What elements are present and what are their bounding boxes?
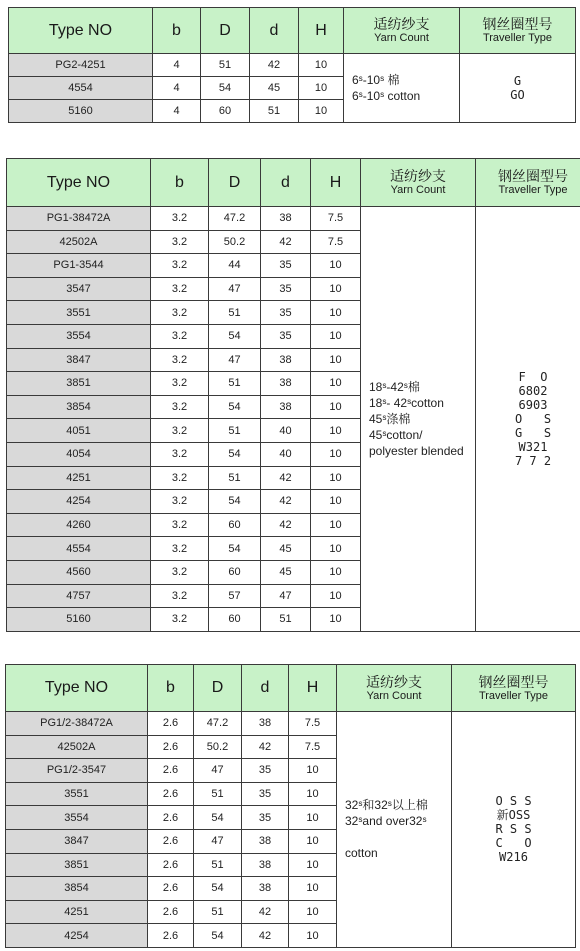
b-cell: 3.2 <box>151 372 209 396</box>
type-no-cell: 3554 <box>6 806 148 830</box>
D-cell: 54 <box>194 924 242 948</box>
b-cell: 2.6 <box>148 924 194 948</box>
header-trav-cn: 钢丝圈型号 <box>498 168 568 184</box>
d-cell: 38 <box>261 372 311 396</box>
D-cell: 54 <box>194 806 242 830</box>
d-cell: 45 <box>261 560 311 584</box>
d-cell: 38 <box>261 207 311 231</box>
b-cell: 2.6 <box>148 712 194 736</box>
d-cell: 42 <box>261 466 311 490</box>
d-cell: 38 <box>261 348 311 372</box>
header-D: D <box>194 665 242 712</box>
header-traveller-type <box>452 665 576 712</box>
b-cell: 2.6 <box>148 829 194 853</box>
header-d: d <box>242 665 289 712</box>
type-no-cell: 4251 <box>7 466 151 490</box>
D-cell: 54 <box>209 324 261 348</box>
D-cell: 51 <box>209 301 261 325</box>
header-trav-en: Traveller Type <box>498 184 568 196</box>
b-cell: 3.2 <box>151 537 209 561</box>
d-cell: 42 <box>261 513 311 537</box>
b-cell: 2.6 <box>148 735 194 759</box>
H-cell: 10 <box>289 900 337 924</box>
type-no-cell: 4054 <box>7 442 151 466</box>
type-no-cell: 4560 <box>7 560 151 584</box>
H-cell: 10 <box>311 301 361 325</box>
H-cell: 10 <box>311 608 361 632</box>
header-trav-cn: 钢丝圈型号 <box>478 673 549 690</box>
d-cell: 42 <box>242 900 289 924</box>
D-cell: 60 <box>201 100 250 123</box>
header-b: b <box>148 665 194 712</box>
D-cell: 51 <box>209 419 261 443</box>
type-no-cell: 3854 <box>6 877 148 901</box>
d-cell: 38 <box>242 829 289 853</box>
H-cell: 10 <box>311 560 361 584</box>
header-yarn-count <box>344 8 460 54</box>
H-cell: 10 <box>311 584 361 608</box>
D-cell: 54 <box>201 77 250 100</box>
D-cell: 54 <box>209 442 261 466</box>
H-cell: 10 <box>289 806 337 830</box>
H-cell: 10 <box>289 853 337 877</box>
header-b: b <box>151 159 209 207</box>
H-cell: 10 <box>311 395 361 419</box>
type-no-cell: 3851 <box>6 853 148 877</box>
header-d: d <box>261 159 311 207</box>
yarn-count-cell: 32ˢ和32ˢ以上棉 32ˢand over32ˢ cotton <box>337 712 452 948</box>
table-row <box>9 54 576 77</box>
D-cell: 57 <box>209 584 261 608</box>
header-type-no: Type NO <box>7 159 151 207</box>
type-no-cell: 4254 <box>7 490 151 514</box>
H-cell: 10 <box>311 419 361 443</box>
H-cell: 7.5 <box>311 230 361 254</box>
header-yarn-cn: 适纺纱支 <box>373 16 430 32</box>
H-cell: 10 <box>311 537 361 561</box>
type-no-cell: 3851 <box>7 372 151 396</box>
d-cell: 42 <box>261 230 311 254</box>
d-cell: 42 <box>242 924 289 948</box>
d-cell: 35 <box>242 806 289 830</box>
b-cell: 2.6 <box>148 877 194 901</box>
b-cell: 3.2 <box>151 513 209 537</box>
D-cell: 50.2 <box>209 230 261 254</box>
H-cell: 10 <box>311 466 361 490</box>
spec-table-2 <box>6 158 580 632</box>
header-trav-en: Traveller Type <box>478 689 549 702</box>
b-cell: 4 <box>153 100 201 123</box>
type-no-cell: 3847 <box>7 348 151 372</box>
b-cell: 3.2 <box>151 324 209 348</box>
d-cell: 38 <box>242 853 289 877</box>
d-cell: 51 <box>261 608 311 632</box>
H-cell: 7.5 <box>289 712 337 736</box>
D-cell: 51 <box>201 54 250 77</box>
d-cell: 42 <box>261 490 311 514</box>
D-cell: 60 <box>209 608 261 632</box>
d-cell: 47 <box>261 584 311 608</box>
header-trav-en: Traveller Type <box>482 32 553 44</box>
traveller-type-cell: G GO <box>460 54 576 123</box>
type-no-cell: PG1/2-3547 <box>6 759 148 783</box>
H-cell: 7.5 <box>311 207 361 231</box>
b-cell: 3.2 <box>151 277 209 301</box>
b-cell: 2.6 <box>148 759 194 783</box>
spec-table-1 <box>8 7 576 123</box>
header-H: H <box>311 159 361 207</box>
traveller-type-cell: O S S 新OSS R S S C O W216 <box>452 712 576 948</box>
b-cell: 3.2 <box>151 254 209 278</box>
D-cell: 54 <box>194 877 242 901</box>
D-cell: 51 <box>209 466 261 490</box>
b-cell: 3.2 <box>151 419 209 443</box>
traveller-type-cell: F O 6802 6903 O S G S W321 7 7 2 <box>476 207 580 632</box>
b-cell: 3.2 <box>151 560 209 584</box>
D-cell: 47 <box>209 348 261 372</box>
header-yarn-cn: 适纺纱支 <box>366 673 422 690</box>
b-cell: 2.6 <box>148 900 194 924</box>
header-H: H <box>299 8 344 54</box>
H-cell: 10 <box>289 829 337 853</box>
d-cell: 42 <box>250 54 299 77</box>
table-row <box>7 207 580 231</box>
d-cell: 35 <box>242 782 289 806</box>
header-H: H <box>289 665 337 712</box>
d-cell: 35 <box>242 759 289 783</box>
type-no-cell: PG1-38472A <box>7 207 151 231</box>
d-cell: 35 <box>261 254 311 278</box>
header-yarn-count <box>337 665 452 712</box>
H-cell: 10 <box>311 348 361 372</box>
D-cell: 60 <box>209 560 261 584</box>
header-trav-cn: 钢丝圈型号 <box>482 16 553 32</box>
yarn-count-cell: 6ˢ-10ˢ 棉 6ˢ-10ˢ cotton <box>344 54 460 123</box>
header-type-no: Type NO <box>9 8 153 54</box>
type-no-cell: 5160 <box>9 100 153 123</box>
type-no-cell: 4051 <box>7 419 151 443</box>
spec-table-3 <box>5 664 576 948</box>
type-no-cell: 4260 <box>7 513 151 537</box>
type-no-cell: 3551 <box>6 782 148 806</box>
type-no-cell: PG1/2-38472A <box>6 712 148 736</box>
H-cell: 7.5 <box>289 735 337 759</box>
header-yarn-en: Yarn Count <box>390 184 446 196</box>
D-cell: 47 <box>194 759 242 783</box>
type-no-cell: PG1-3544 <box>7 254 151 278</box>
type-no-cell: 4757 <box>7 584 151 608</box>
b-cell: 3.2 <box>151 466 209 490</box>
d-cell: 35 <box>261 324 311 348</box>
D-cell: 47 <box>194 829 242 853</box>
D-cell: 54 <box>209 490 261 514</box>
b-cell: 3.2 <box>151 584 209 608</box>
type-no-cell: 3847 <box>6 829 148 853</box>
type-no-cell: 3554 <box>7 324 151 348</box>
H-cell: 10 <box>311 254 361 278</box>
header-traveller-type <box>460 8 576 54</box>
D-cell: 54 <box>209 537 261 561</box>
type-no-cell: 3547 <box>7 277 151 301</box>
d-cell: 40 <box>261 442 311 466</box>
D-cell: 60 <box>209 513 261 537</box>
d-cell: 51 <box>250 100 299 123</box>
d-cell: 35 <box>261 301 311 325</box>
table-row <box>6 712 576 736</box>
type-no-cell: 4251 <box>6 900 148 924</box>
b-cell: 3.2 <box>151 608 209 632</box>
d-cell: 35 <box>261 277 311 301</box>
D-cell: 51 <box>194 853 242 877</box>
H-cell: 10 <box>289 759 337 783</box>
header-D: D <box>209 159 261 207</box>
type-no-cell: 3551 <box>7 301 151 325</box>
b-cell: 3.2 <box>151 442 209 466</box>
header-yarn-en: Yarn Count <box>374 32 429 44</box>
header-D: D <box>201 8 250 54</box>
b-cell: 2.6 <box>148 806 194 830</box>
D-cell: 51 <box>194 900 242 924</box>
type-no-cell: 42502A <box>6 735 148 759</box>
D-cell: 54 <box>209 395 261 419</box>
type-no-cell: PG2-4251 <box>9 54 153 77</box>
b-cell: 3.2 <box>151 230 209 254</box>
H-cell: 10 <box>311 490 361 514</box>
b-cell: 3.2 <box>151 490 209 514</box>
d-cell: 40 <box>261 419 311 443</box>
H-cell: 10 <box>311 277 361 301</box>
b-cell: 3.2 <box>151 207 209 231</box>
D-cell: 51 <box>209 372 261 396</box>
type-no-cell: 4254 <box>6 924 148 948</box>
H-cell: 10 <box>299 77 344 100</box>
type-no-cell: 42502A <box>7 230 151 254</box>
header-traveller-type <box>476 159 580 207</box>
H-cell: 10 <box>311 372 361 396</box>
b-cell: 4 <box>153 77 201 100</box>
H-cell: 10 <box>289 924 337 948</box>
header-yarn-count <box>361 159 476 207</box>
type-no-cell: 4554 <box>7 537 151 561</box>
header-d: d <box>250 8 299 54</box>
D-cell: 44 <box>209 254 261 278</box>
H-cell: 10 <box>311 324 361 348</box>
d-cell: 38 <box>242 877 289 901</box>
H-cell: 10 <box>299 100 344 123</box>
type-no-cell: 5160 <box>7 608 151 632</box>
d-cell: 45 <box>261 537 311 561</box>
header-yarn-en: Yarn Count <box>366 689 422 702</box>
D-cell: 47 <box>209 277 261 301</box>
D-cell: 47.2 <box>194 712 242 736</box>
D-cell: 50.2 <box>194 735 242 759</box>
H-cell: 10 <box>311 513 361 537</box>
b-cell: 2.6 <box>148 782 194 806</box>
header-yarn-cn: 适纺纱支 <box>390 168 446 184</box>
H-cell: 10 <box>289 877 337 901</box>
header-b: b <box>153 8 201 54</box>
H-cell: 10 <box>299 54 344 77</box>
d-cell: 42 <box>242 735 289 759</box>
d-cell: 38 <box>261 395 311 419</box>
b-cell: 2.6 <box>148 853 194 877</box>
d-cell: 45 <box>250 77 299 100</box>
D-cell: 51 <box>194 782 242 806</box>
D-cell: 47.2 <box>209 207 261 231</box>
type-no-cell: 3854 <box>7 395 151 419</box>
H-cell: 10 <box>289 782 337 806</box>
H-cell: 10 <box>311 442 361 466</box>
b-cell: 3.2 <box>151 301 209 325</box>
type-no-cell: 4554 <box>9 77 153 100</box>
yarn-count-cell: 18ˢ-42ˢ棉 18ˢ- 42ˢcotton 45ˢ涤棉 45ˢcotton/ polyester blended <box>361 207 476 632</box>
header-type-no: Type NO <box>6 665 148 712</box>
b-cell: 3.2 <box>151 348 209 372</box>
d-cell: 38 <box>242 712 289 736</box>
b-cell: 4 <box>153 54 201 77</box>
b-cell: 3.2 <box>151 395 209 419</box>
